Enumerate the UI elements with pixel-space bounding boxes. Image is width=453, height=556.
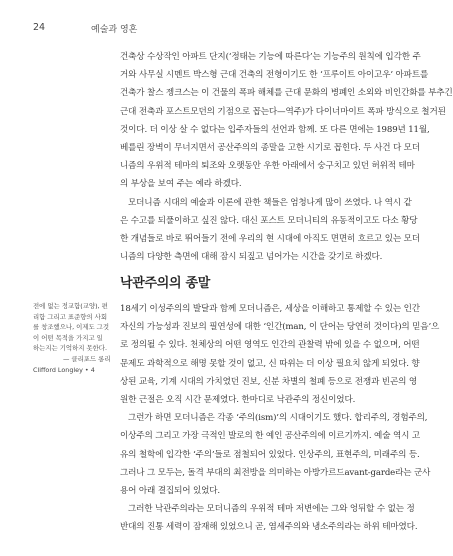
body-line: 원한 근절은 오직 시간 문제였다. 한마디로 낙관주의 정신이었다. [120,394,356,405]
body-line: 그런가 하면 모더니즘은 각종 ‘주의(ism)’의 시대이기도 했다. 합리주의, 경험주의, [128,413,428,424]
body-text-top [120,48,453,266]
body-line: 모더니즘 시대의 예술과 이론에 관한 책들은 엄청나게 많이 쓰였다. 나 역시 같 [128,197,412,208]
margin-quote-attribution: — 클리포드 롱리 [63,354,111,363]
body-line: 건축상 수상작인 아파트 단지(‘정태는 기능에 따른다’는 기능주의 원칙에 입각한 주 [120,52,421,62]
body-line: 한 개념들로 바로 뛰어들기 전에 우리의 현 시대에 아직도 면면히 흐르고 있는 모더 [120,233,420,244]
body-line: 거와 사무실 시멘트 박스형 근대 건축의 전형이기도 한 ‘프루이트 아이고우’ 아파트를 [120,70,429,81]
body-line: 니즘의 다양한 측면에 대해 잠시 되짚고 넘어가는 시간을 갖기로 하겠다. [120,252,383,263]
body-line: 것이다. 더 이상 살 수 없다는 입주자들의 선언과 함께. 또 다른 면에는 1989년 11월, [120,124,430,135]
body-line: 근대 전축과 포스트모던의 기점으로 꼽는다—역주)가 다이너마이트 폭파 방식으로 철거된 [120,106,446,117]
running-title: 예술과 영혼 [91,25,138,35]
body-line: 상된 교육, 기계 시대의 가치였던 진보, 신분 차별의 철폐 등으로 전쟁과 빈곤의 영 [120,376,417,387]
margin-quote-line: 를 창조했으나, 이제도 그것 [33,323,110,332]
body-line: 로 정의될 수 있다. 천체상의 어떤 영역도 인간의 관찰력 밖에 있을 수 없으며, 어떤 [120,340,420,351]
body-line: 니즘의 우위적 테마의 퇴조와 오랫동안 우한 아래에서 숭구치고 있던 허위적 테마 [120,161,415,172]
margin-quote-attribution-en: Clifford Longley • 4 [33,365,95,374]
body-line: 그러나 그 모두는, 돌격 부대의 최전방을 의미하는 아방가르드avant-garde라는 군사 [120,467,431,478]
margin-quote-line: 하는지는 기억하지 못한다. [33,344,108,353]
section-heading: 낙관주의의 종말 [120,276,211,291]
margin-quote-line: 이 어떤 목적을 가지고 일 [33,333,103,342]
body-line: 그러한 낙관주의라는 모더니즘의 우위적 테마 저변에는 그와 엉뒤할 수 없는 정 [128,504,415,515]
body-line: 건축가 찰스 젱크스는 이 건물의 폭파 해체를 근대 문화의 병폐인 소외와 비인간화를 부추긴 [120,88,453,99]
body-line: 문제도 과학적으로 해명 못할 것이 없고, 신 따위는 더 이상 필요치 않게 되었다. 향 [120,358,420,369]
body-line: 베를린 장벽이 무너지면서 공산주의의 종말을 고한 시기로 꼽힌다. 두 사건 다 모더 [120,142,420,153]
body-line: 이상주의 그리고 가장 극적인 발로의 한 예인 공산주의에 이르기까지. 예술 역시 고 [120,431,420,442]
body-text-section [120,300,440,536]
body-line: 자신의 가능성과 진보의 필연성에 대한 ‘인간(man, 이 단어는 당연히 것이다)의 믿음’으 [120,322,440,333]
body-line: 은 수고를 되풀이하고 싶진 않다. 대신 포스트 모더니티의 유동적이고도 다소 황당 [120,215,418,226]
page-number: 24 [33,22,46,33]
margin-quote [33,301,115,375]
body-line: 용어 아래 결집되어 있었다. [120,485,220,496]
body-line: 반대의 진통 세력이 잠재해 있었으니 곧, 염세주의와 냉소주의라는 하위 테마였다. [120,522,418,533]
body-line: 유의 철학에 입각한 ‘주의’들로 점철되어 있었다. 인상주의, 표현주의, 미래주의 등. [120,449,420,460]
body-line: 의 부상을 보여 주는 예라 하겠다. [120,179,242,190]
margin-quote-line: 전에 없는 정교함(교양), 편 [33,302,108,310]
margin-quote-line: 리함 그리고 표준향의 사회 [33,312,108,321]
body-line: 18세기 이성주의의 발달과 함께 모더니즘은, 세상을 이해하고 통제할 수 있는 인간 [120,304,420,314]
